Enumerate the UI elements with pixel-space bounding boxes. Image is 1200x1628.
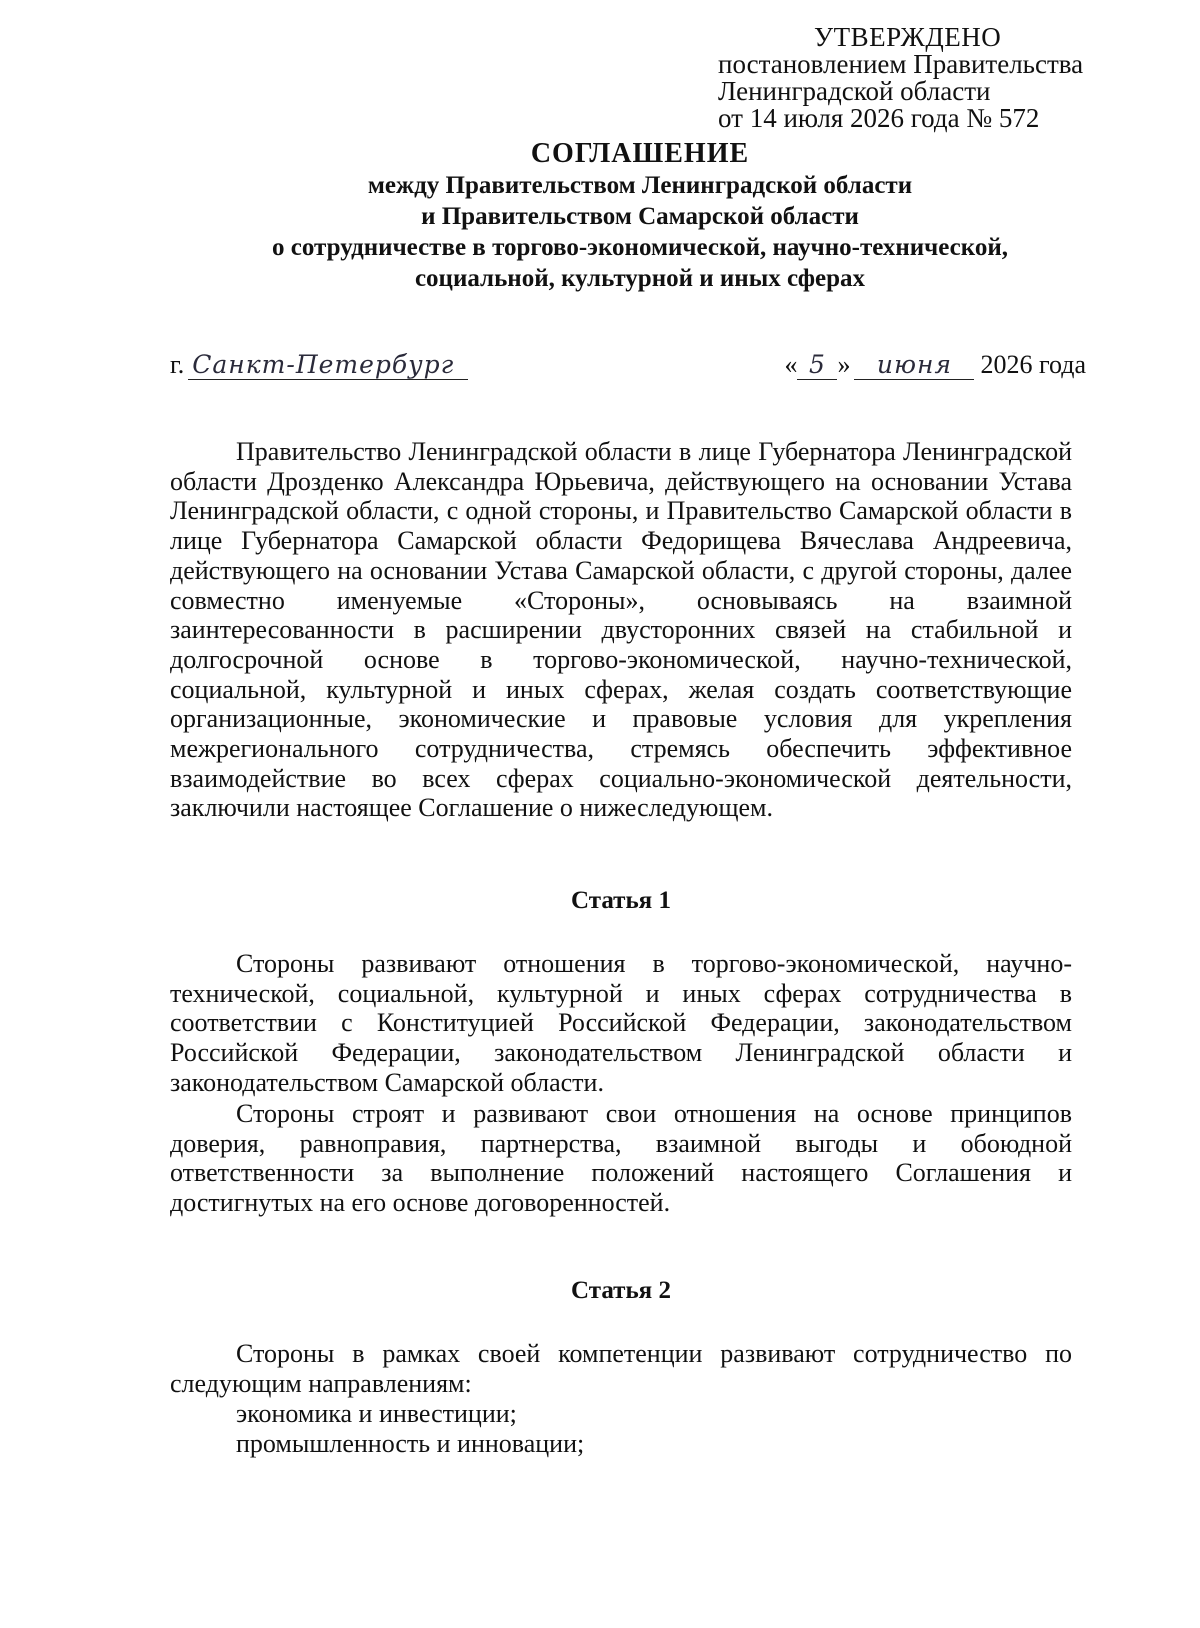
place-handwritten: Санкт-Петербург xyxy=(188,350,468,380)
preamble-paragraph: Правительство Ленинградской области в лице Губернатора Ленинградской области Дрозденко Александра Юрьевича, действующего на основании Устава Ленинградской области, с одной стороны, и Правительство Самарской области в лице Губернатора Самарской области Федорищева Вячеслава Андреевича, действующего на основании Устава Самарской области, с другой стороны, далее совместно именуемые «Стороны», основываясь на взаимной заинтересованности в расширении двусторонних связей на стабильной и долгосрочной основе в торгово-экономической, научно-технической, социальной, культурной и иных сферах, желая создать соответствующие организационные, экономические и правовые условия для укрепления межрегионального сотрудничества, стремясь обеспечить эффективное взаимодействие во всех сферах социально-экономической деятельности, заключили настоящее Соглашение о нижеследующем. xyxy=(170,437,1072,823)
signing-place xyxy=(170,350,468,380)
date-open-quote: « xyxy=(784,350,798,379)
date-month-handwritten: июня xyxy=(854,350,974,380)
approval-stamp xyxy=(718,24,1138,132)
approval-line-2: Ленинградской области xyxy=(718,76,991,106)
place-prefix: г. xyxy=(170,350,185,379)
date-year-suffix: года xyxy=(1038,350,1086,379)
document-title: СОГЛАШЕНИЕ xyxy=(530,138,750,169)
date-day-handwritten: 5 xyxy=(797,350,837,380)
place-date-line xyxy=(170,350,1090,390)
approval-title: УТВЕРЖДЕНО xyxy=(814,22,1002,52)
article-1-paragraph-2: Стороны строят и развивают свои отношения на основе принципов доверия, равноправия, партнерства, взаимной выгоды и обоюдной ответственности за выполнение положений настоящего Соглашения и достигнутых на его основе договоренностей. xyxy=(170,1099,1072,1218)
list-item: промышленность и инновации; xyxy=(236,1429,585,1458)
subtitle-line-4: социальной, культурной и иных сферах xyxy=(414,265,866,292)
approval-line-3: от 14 июля 2026 года № 572 xyxy=(718,103,1040,133)
article-2-intro: Стороны в рамках своей компетенции развивают сотрудничество по следующим направлениям: xyxy=(170,1339,1072,1398)
subtitle-line-3: о сотрудничестве в торгово-экономической, научно-технической, xyxy=(272,234,1008,261)
article-1-heading: Статья 1 xyxy=(571,887,671,914)
article-1-paragraph-1: Стороны развивают отношения в торгово-экономической, научно-технической, социальной, культурной и иных сферах сотрудничества в соответствии с Конституцией Российской Федерации, законодательством Российской Федерации, законодательством Ленинградской области и законодательством Самарской области. xyxy=(170,949,1072,1097)
date-year: 2026 xyxy=(980,350,1033,379)
subtitle-line-2: и Правительством Самарской области xyxy=(421,203,859,230)
subtitle-line-1: между Правительством Ленинградской области xyxy=(367,172,913,199)
approval-line-1: постановлением Правительства xyxy=(718,49,1084,79)
document-subtitle xyxy=(160,170,1120,294)
list-item: экономика и инвестиции; xyxy=(236,1399,517,1428)
date-close-quote: » xyxy=(837,350,851,379)
signing-date xyxy=(784,350,1086,380)
article-2-heading: Статья 2 xyxy=(571,1277,671,1304)
